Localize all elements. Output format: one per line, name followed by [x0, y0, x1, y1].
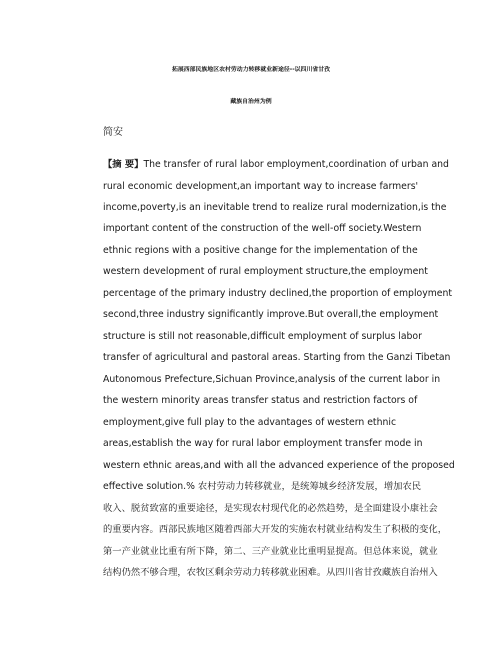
- abstract-line-13: employment,give full play to the advantages of western ethnic: [103, 417, 397, 428]
- abstract-line-15: western ethnic areas,and with all the advanced experience of the proposed: [103, 460, 455, 471]
- abstract-line-19: 第一产业就业比重有所下降，第二、三产业就业比重明显提高。但总体来说，就业: [103, 546, 438, 557]
- abstract-line-5: ethnic regions with a positive change for the implementation of the: [103, 245, 418, 256]
- abstract-line-16: effective solution.% 农村劳动力转移就业，是统筹城乡经济发展，增加农民: [103, 481, 422, 492]
- abstract-line-4: important content of the construction of the well-off society.Western: [103, 223, 422, 234]
- abstract-line-11: Autonomous Prefecture,Sichuan Province,analysis of the current labor in: [103, 374, 441, 385]
- document-title-line-1: 拓展西部民族地区农村劳动力转移就业新途径--以四川省甘孜: [171, 67, 331, 73]
- abstract-line-6: western development of rural employment structure,the employment: [103, 266, 428, 277]
- abstract-line-18: 的重要内容。西部民族地区随着西部大开发的实施农村就业结构发生了积极的变化，: [103, 524, 447, 535]
- abstract-line-20: 结构仍然不够合理，农牧区剩余劳动力转移就业困难。从四川省甘孜藏族自治州入: [103, 567, 438, 578]
- abstract-line-2: rural economic development,an important way to increase farmers': [103, 181, 419, 192]
- abstract-line-10: transfer of agricultural and pastoral areas. Starting from the Ganzi Tibetan: [103, 352, 451, 363]
- author-name: 简安: [103, 127, 123, 138]
- abstract-line-1: [103, 158, 449, 171]
- abstract-line-8: second,three industry significantly improve.But overall,the employment: [103, 309, 439, 320]
- abstract-line-7: percentage of the primary industry declined,the proportion of employment: [103, 288, 453, 299]
- document-title-line-2: 藏族自治州为例: [230, 99, 272, 105]
- abstract-line-1-text: The transfer of rural labor employment,coordination of urban and: [143, 159, 449, 170]
- abstract-line-14: areas,establish the way for rural labor employment transfer mode in: [103, 438, 423, 449]
- abstract-line-9: structure is still not reasonable,difficult employment of surplus labor: [103, 331, 422, 342]
- abstract-line-17: 收入、脱贫致富的重要途径，是实现农村现代化的必然趋势，是全面建设小康社会: [103, 503, 438, 514]
- abstract-line-12: the western minority areas transfer status and restriction factors of: [103, 395, 418, 406]
- abstract-line-3: income,poverty,is an inevitable trend to realize rural modernization,is the: [103, 202, 447, 213]
- abstract-label: 【摘 要】: [103, 159, 144, 170]
